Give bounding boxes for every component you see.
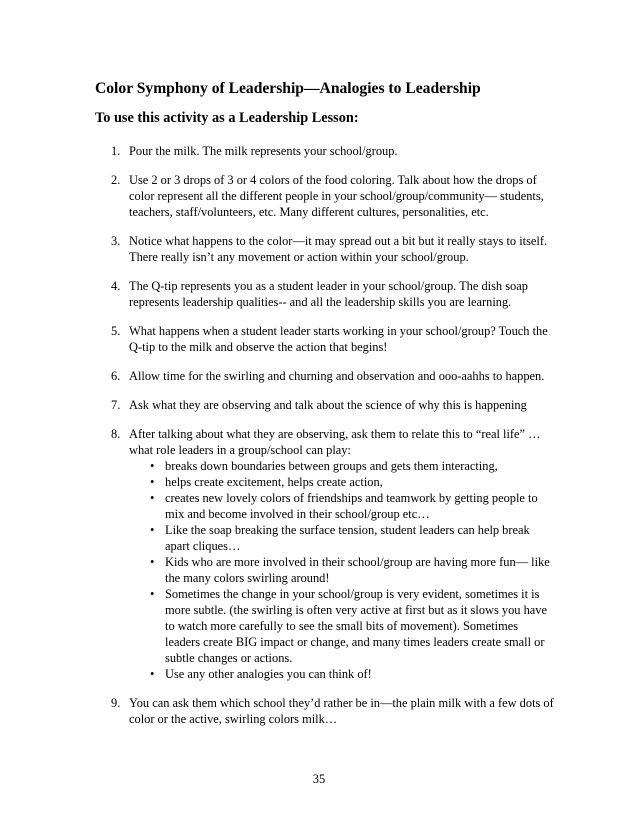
step-text: You can ask them which school they’d rather be in—the plain milk with a few dots of color or the active, swirling colors milk… — [129, 696, 554, 726]
bullet-icon: • — [150, 523, 155, 537]
step-text: Notice what happens to the color—it may spread out a bit but it really stays to itself. There really isn’t any movement or action within your school/group. — [129, 234, 548, 264]
page-number: 35 — [312, 772, 326, 786]
step-text: Use 2 or 3 drops of 3 or 4 colors of the food coloring. Talk about how the drops of color represent all the different people in your school/group/community— students, teachers, staff/volunteers, etc. Many different cultures, personalities, etc. — [129, 173, 544, 219]
list-item — [95, 278, 555, 310]
list-item — [95, 397, 555, 413]
bullet-text: Kids who are more involved in their school/group are having more fun— like the many colors swirling around! — [165, 555, 550, 585]
list-item — [95, 323, 555, 355]
bullet-icon: • — [150, 667, 155, 681]
list-item — [95, 426, 555, 682]
bullet-item — [129, 666, 555, 682]
list-item — [95, 695, 555, 727]
step-number: 6. — [111, 369, 121, 383]
bullet-icon: • — [150, 587, 155, 601]
step-text: Pour the milk. The milk represents your school/group. — [129, 144, 398, 158]
bullet-item — [129, 522, 555, 554]
list-item — [95, 233, 555, 265]
steps-list — [95, 143, 555, 740]
step-number: 3. — [111, 234, 121, 248]
bullet-icon: • — [150, 555, 155, 569]
bullet-icon: • — [150, 459, 155, 473]
bullet-item — [129, 474, 555, 490]
bullet-text: Like the soap breaking the surface tension, student leaders can help break apart cliques… — [165, 523, 530, 553]
bullet-icon: • — [150, 475, 155, 489]
bullet-item — [129, 458, 555, 474]
bullet-item — [129, 490, 555, 522]
step-number: 5. — [111, 324, 121, 338]
bullet-text: helps create excitement, helps create action, — [165, 475, 383, 489]
bullet-text: Sometimes the change in your school/group is very evident, sometimes it is more subtle. (the swirling is often very active at first but as it slows you have to watch more carefully to see the small bits of movement). Sometimes leaders create BIG impact or change, and many times leaders create small or subtle changes or actions. — [165, 587, 547, 665]
bullet-text: creates new lovely colors of friendships and teamwork by getting people to mix and become involved in their school/group etc… — [165, 491, 538, 521]
step-text: What happens when a student leader starts working in your school/group? Touch the Q-tip to the milk and observe the action that begins! — [129, 324, 548, 354]
step-text: After talking about what they are observing, ask them to relate this to “real life” …what role leaders in a group/school can play: — [129, 427, 541, 457]
document-title: Color Symphony of Leadership—Analogies to Leadership — [95, 80, 481, 97]
analogy-bullets — [129, 458, 555, 682]
step-text: Allow time for the swirling and churning and observation and ooo-aahhs to happen. — [129, 369, 545, 383]
step-number: 2. — [111, 173, 121, 187]
list-item — [95, 172, 555, 220]
bullet-text: Use any other analogies you can think of! — [165, 667, 372, 681]
bullet-icon: • — [150, 491, 155, 505]
bullet-text: breaks down boundaries between groups and gets them interacting, — [165, 459, 498, 473]
step-number: 9. — [111, 696, 121, 710]
step-number: 1. — [111, 144, 121, 158]
step-text: The Q-tip represents you as a student leader in your school/group. The dish soap represents leadership qualities-- and all the leadership skills you are learning. — [129, 279, 528, 309]
list-item — [95, 368, 555, 384]
step-number: 7. — [111, 398, 121, 412]
step-number: 4. — [111, 279, 121, 293]
bullet-item — [129, 586, 555, 666]
list-item — [95, 143, 555, 159]
document-subtitle: To use this activity as a Leadership Lesson: — [95, 110, 359, 126]
step-number: 8. — [111, 427, 121, 441]
bullet-item — [129, 554, 555, 586]
step-text: Ask what they are observing and talk about the science of why this is happening — [129, 398, 527, 412]
